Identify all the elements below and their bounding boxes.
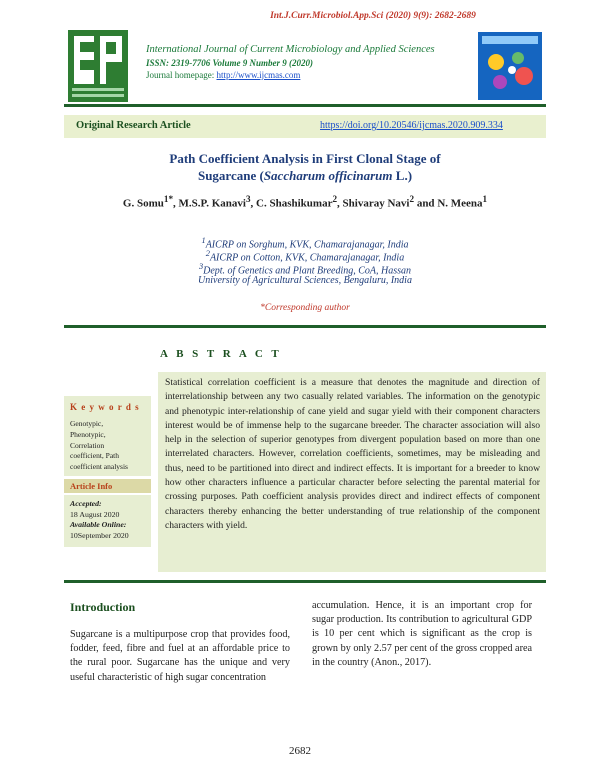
body-divider <box>64 580 546 583</box>
publisher-logo <box>68 30 128 102</box>
article-info-heading: Article Info <box>70 481 113 491</box>
author: Shivaray Navi <box>342 197 410 210</box>
homepage-link[interactable]: http://www.ijcmas.com <box>216 70 301 80</box>
keywords-heading: K e y w o r d s <box>70 402 140 412</box>
affiliation: University of Agricultural Sciences, Bengaluru, India <box>198 275 412 286</box>
affiliation: $^3$Dept. of Genetics and Plant Breeding, CoA, Hassan <box>198 262 412 277</box>
keyword: Phenotypic, <box>70 429 106 439</box>
author: N. Meena <box>437 197 483 210</box>
keyword: coefficient, Path <box>70 451 120 461</box>
author: C. Shashikumar <box>256 197 333 210</box>
journal-citation: Int.J.Curr.Microbiol.App.Sci (2020) 9(9): 2682-2689 <box>270 11 476 21</box>
corresponding-author-note: *Corresponding author <box>260 303 350 313</box>
body-column-left: Sugarcane is a multipurpose crop that provides food, fodder, feed, fibre and fuel at an affordable price to the rural poor. Sugarcane has the unique and very useful characteristic of high sugar concentration <box>70 629 290 683</box>
affiliation: $^2$AICRP on Cotton, KVK, Chamarajanagar, India <box>205 249 405 264</box>
keyword: Genotypic, <box>70 419 104 428</box>
affiliation: $^1$AICRP on Sorghum, KVK, Chamarajanagar, India <box>201 236 409 251</box>
issn-line: ISSN: 2319-7706 Volume 9 Number 9 (2020) <box>146 58 314 68</box>
journal-cover-image <box>478 32 542 100</box>
article-title: Path Coefficient Analysis in First Clonal Stage of Sugarcane (Saccharum officinarum L.) <box>169 151 441 183</box>
page-number: 2682 <box>289 745 311 757</box>
doi-link[interactable]: https://doi.org/10.20546/ijcmas.2020.909.334 <box>320 120 503 131</box>
author: G. Somu <box>122 197 164 210</box>
keyword: coefficient analysis <box>70 462 128 472</box>
author-list: G. Somu$^{1*}$, M.S.P. Kanavi$^3$, C. Shashikumar$^2$, Shivaray Navi$^2$ and N. Meena$^1$ <box>122 194 488 210</box>
article-dates: Accepted: 18 August 2020 Available Online: 10September 2020 <box>70 499 129 540</box>
header-divider <box>64 104 546 107</box>
article-type: Original Research Article <box>76 120 191 131</box>
introduction-heading: Introduction <box>70 600 136 614</box>
abstract-text: Statistical correlation coefficient is a measure that denotes the magnitude and direction of interrelationship between any two casually related variables. The information on the genotypic and phenotypic inter-relationship of cane yield and sugar yield with their component characters interest would be of immense help to the sugarcane breeder. The character association will also help in the selection of superior genotypes from divergent population based on more than one interrelated characters. However, correlation coefficients, sometimes, may be misleading and thus, need to be partitioned into direct and indirect effects. It is important for a breeder to know how other characters influence a particular character before selecting the parental material for crossing purposes. Path coefficient analysis provides direct and indirect effects of component characters thereby enhancing the better understanding of true relationship of the component characters with yield. <box>165 377 540 531</box>
keywords-list <box>70 419 148 473</box>
author: M.S.P. Kanavi <box>178 197 246 210</box>
journal-title: International Journal of Current Microbiology and Applied Sciences <box>146 44 435 55</box>
journal-homepage: Journal homepage: http://www.ijcmas.com <box>146 70 301 80</box>
section-divider <box>64 325 546 328</box>
keyword: Correlation <box>70 440 105 450</box>
abstract-heading: A B S T R A C T <box>160 348 282 360</box>
body-column-right: accumulation. Hence, it is an important crop for sugar production. Its contribution to agricultural GDP is 10 per cent which is significant as the crop is grown by only 2.57 per cent of the gross cropped area in the country (Anon., 2017). <box>312 600 532 668</box>
